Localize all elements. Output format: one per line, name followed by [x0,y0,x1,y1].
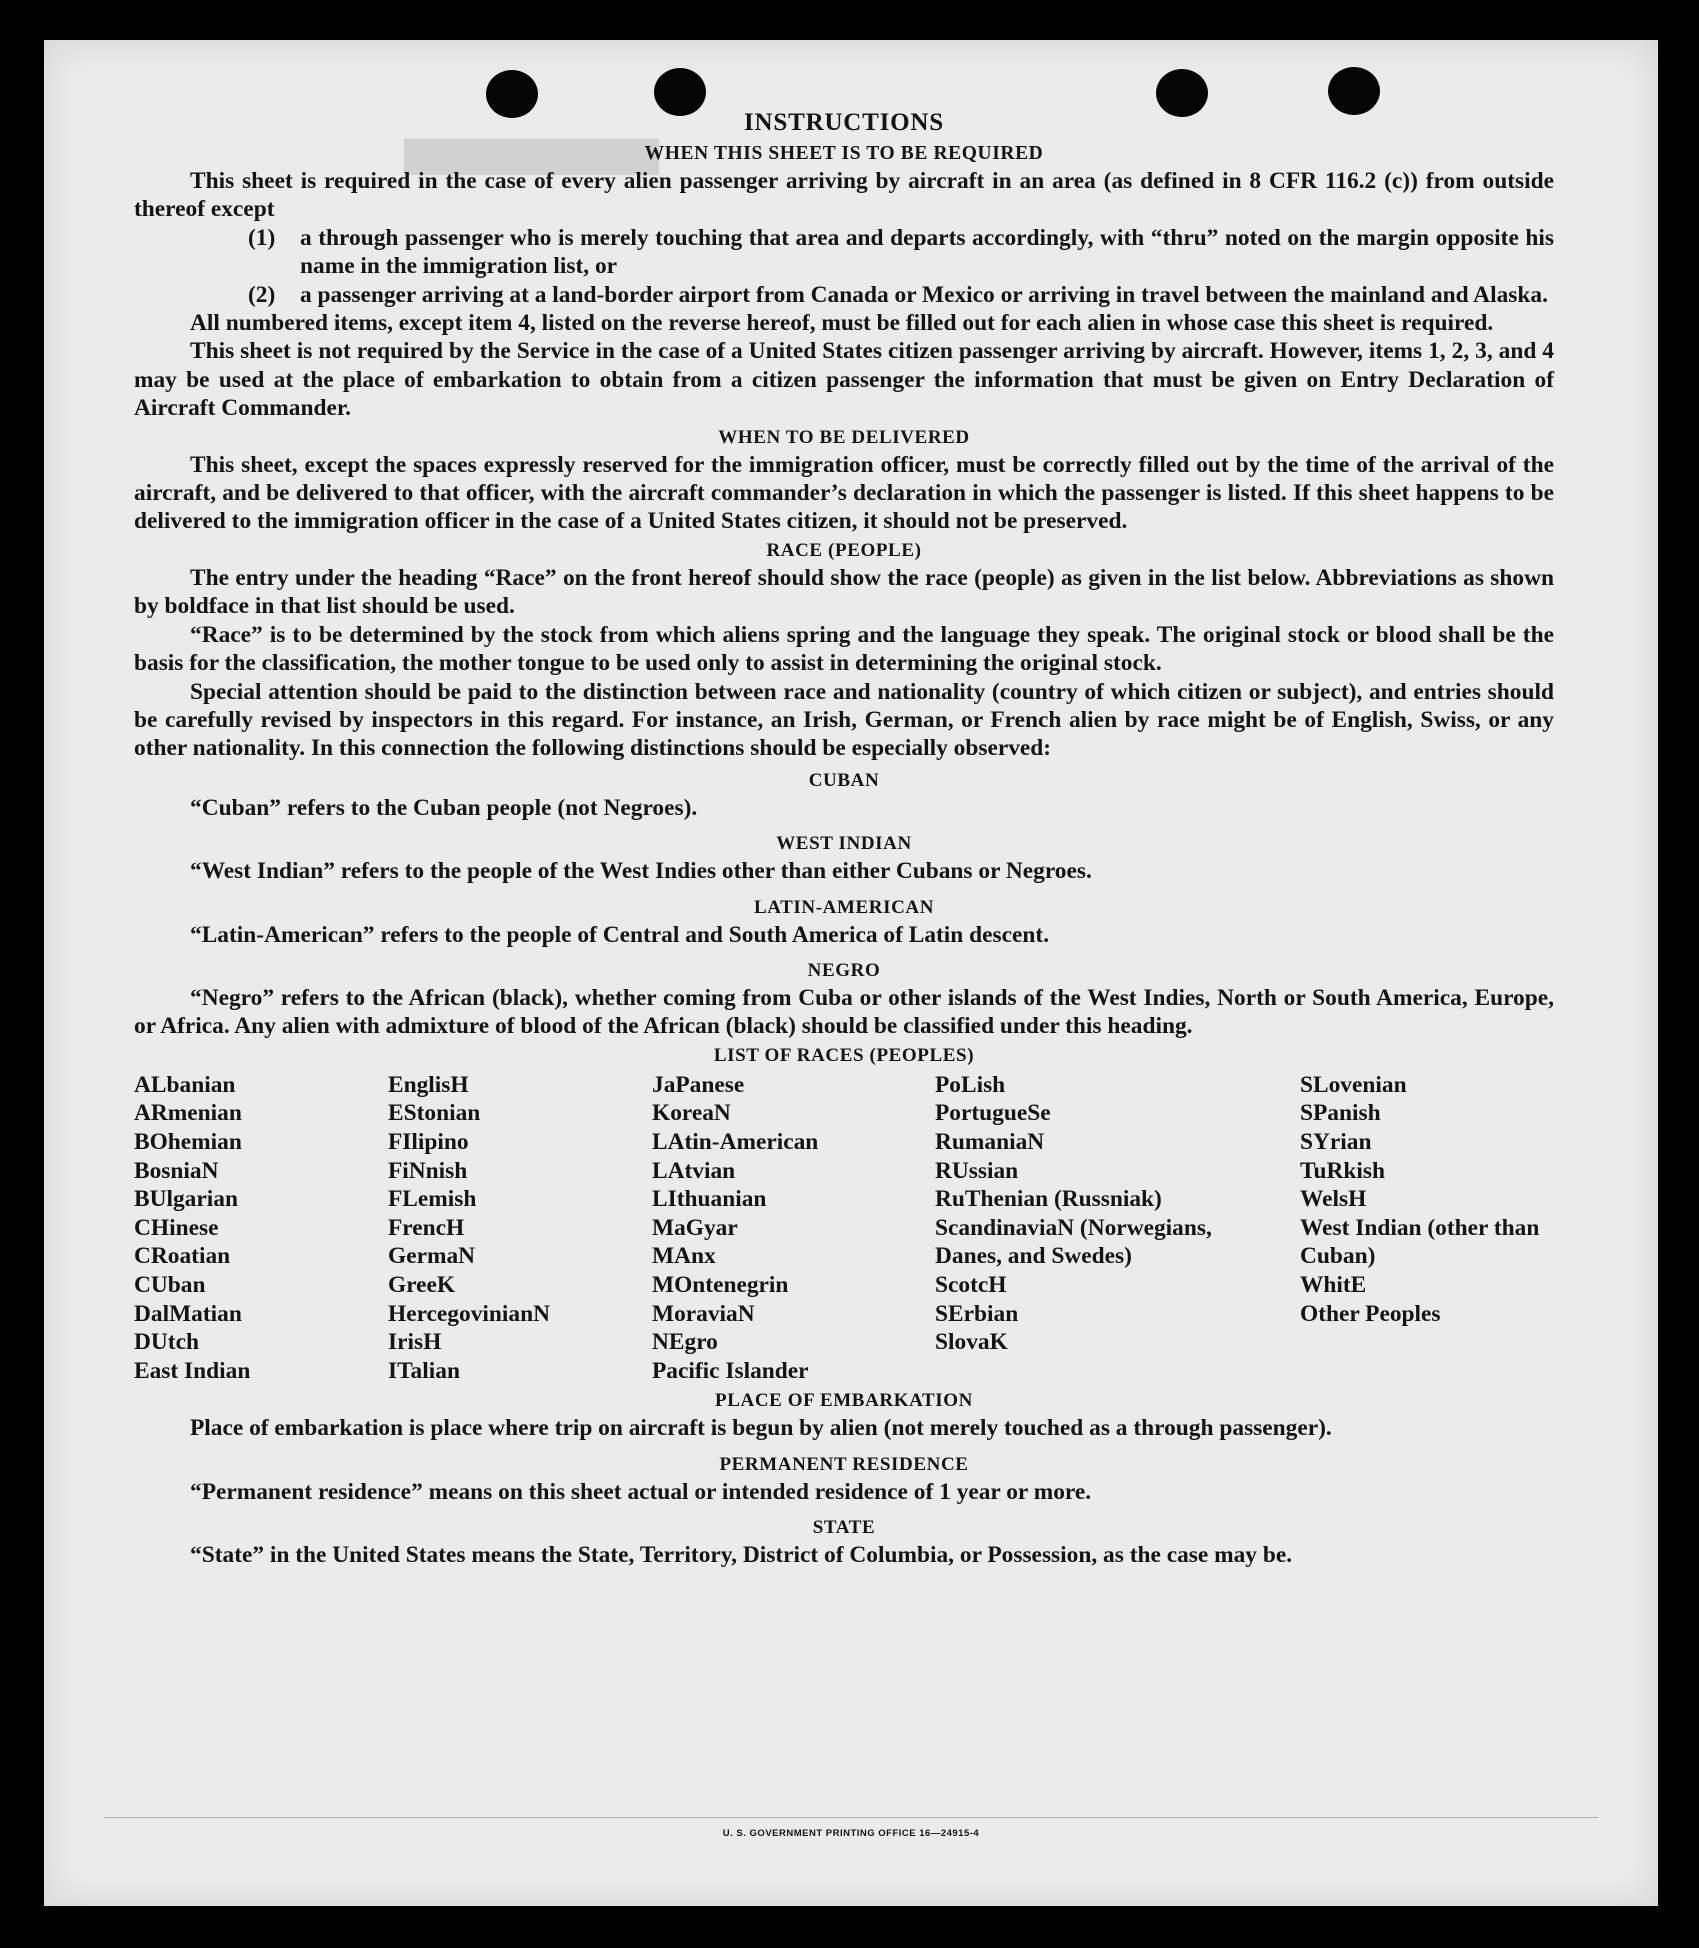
section-heading-permanent-residence: PERMANENT RESIDENCE [719,1453,969,1475]
place-of-embarkation-definition: Place of embarkation is place where trip on aircraft is begun by alien (not merely touched as a through passenger). [190,1415,1332,1442]
race-list-table [134,1071,1554,1386]
permanent-residence-definition: “Permanent residence” means on this sheet actual or intended residence of 1 year or more. [190,1478,1092,1505]
race-entry: IrisH [388,1329,442,1356]
race-entry: East Indian [134,1357,251,1384]
negro-definition: “Negro” refers to the African (black), whether coming from Cuba or other islands of the West Indies, North or South America, Europe, or Africa. Any alien with admixture of blood of the African (black) should be classified under this heading. [134,984,1554,1040]
race-entry: RumaniaN [935,1128,1045,1155]
bleed-through-shadow: ████████████ [404,140,660,173]
race-entry: MOntenegrin [652,1271,789,1298]
section-heading-race: RACE (PEOPLE) [766,539,922,561]
race-entry: BOhemian [134,1128,242,1155]
race-entry: BUlgarian [134,1186,238,1213]
race-entry: CUban [134,1271,206,1298]
instructions-content [134,106,1554,1570]
section-heading-list-of-races: LIST OF RACES (PEOPLES) [713,1044,975,1066]
race-entry: NEgro [652,1329,718,1356]
latin-american-definition: “Latin-American” refers to the people of Central and South America of Latin descent. [190,921,1050,948]
when-required-paragraph-2: All numbered items, except item 4, listed on the reverse hereof, must be filled out for each alien in whose case this sheet is required. [190,310,1494,337]
race-entry: FIlipino [388,1128,469,1155]
cuban-definition: “Cuban” refers to the Cuban people (not Negroes). [190,794,698,821]
race-entry: JaPanese [652,1071,745,1098]
race-paragraph-2: “Race” is to be determined by the stock from which aliens spring and the language they speak. The original stock or blood shall be the basis for the classification, the mother tongue to be used only to assist in determining the original stock. [134,621,1554,677]
race-entry: CRoatian [134,1243,231,1270]
race-entry: LAtin-American [652,1128,819,1155]
race-entry: SYrian [1300,1128,1372,1155]
race-entry: PoLish [935,1071,1006,1098]
section-heading-place-of-embarkation: PLACE OF EMBARKATION [715,1390,973,1412]
race-entry: ALbanian [134,1071,236,1098]
exception-item-text: a through passenger who is merely touching that area and departs accordingly, with “thru” noted on the margin opposite his name in the immigration list, or [300,224,1554,280]
race-entry: DUtch [134,1329,199,1356]
race-entry: HercegovinianN [388,1300,550,1327]
race-entry: FiNnish [388,1157,468,1184]
race-entry: WhitE [1300,1271,1367,1298]
race-entry: LIthuanian [652,1186,767,1213]
race-entry: MaGyar [652,1214,738,1241]
race-entry: KoreaN [652,1100,731,1127]
race-entry: FLemish [388,1186,477,1213]
race-entry: ScotcH [935,1271,1007,1298]
race-entry: FrencH [388,1214,465,1241]
race-list-column [935,1071,1300,1386]
page-title: INSTRUCTIONS [744,109,944,136]
when-delivered-paragraph: This sheet, except the spaces expressly reserved for the immigration officer, must be correctly filled out by the time of the arrival of the aircraft, and be delivered to that officer, with the aircraft commander’s declaration in which the passenger is listed. If this sheet happens to be delivered to the immigration officer in the case of a United States citizen, it should not be preserved. [134,451,1554,535]
section-heading-when-delivered: WHEN TO BE DELIVERED [718,426,970,448]
race-entry: MAnx [652,1243,716,1270]
race-entry: BosniaN [134,1157,219,1184]
race-entry: SErbian [935,1300,1019,1327]
when-required-intro: This sheet is required in the case of every alien passenger arriving by aircraft in an area (as defined in 8 CFR 116.2 (c)) from outside thereof except [134,168,1554,223]
race-list-column [388,1071,652,1386]
printing-office-line: U. S. GOVERNMENT PRINTING OFFICE 16—24915-4 [722,1828,980,1839]
race-paragraph-3: Special attention should be paid to the distinction between race and nationality (country of which citizen or subject), and entries should be carefully revised by inspectors in this regard. For instance, an Irish, German, or French alien by race might be of English, Swiss, or any other nationality. In this connection the following distinctions should be especially observed: [134,678,1554,762]
race-entry: Other Peoples [1300,1300,1441,1327]
exception-item-number: (1) [248,224,276,251]
west-indian-definition: “West Indian” refers to the people of the West Indies other than either Cubans or Negroes. [190,858,1092,885]
race-entry: CHinese [134,1214,219,1241]
race-paragraph-1: The entry under the heading “Race” on the front hereof should show the race (people) as given in the list below. Abbreviations as shown by boldface in that list should be used. [134,564,1554,620]
exception-item [248,281,1554,309]
race-entry: RuThenian (Russniak) [935,1186,1162,1213]
race-entry: Pacific Islander [652,1357,809,1384]
section-heading-negro: NEGRO [807,959,881,981]
race-entry: SLovenian [1300,1071,1407,1098]
race-entry: WelsH [1300,1186,1367,1213]
section-heading-when-required: WHEN THIS SHEET IS TO BE REQUIRED [644,143,1044,164]
section-heading-latin-american: LATIN-AMERICAN [753,896,935,918]
state-definition: “State” in the United States means the State, Territory, District of Columbia, or Possession, as the case may be. [190,1542,1293,1569]
race-entry: EnglisH [388,1071,469,1098]
race-entry: EStonian [388,1100,481,1127]
race-entry: GreeK [388,1271,456,1298]
race-entry: ITalian [388,1357,460,1384]
footer-rule [104,1817,1598,1818]
race-entry: ARmenian [134,1100,242,1127]
race-entry: ScandinaviaN (Norwegians, Danes, and Swedes) [935,1214,1212,1270]
race-entry: PortugueSe [935,1100,1051,1127]
race-entry: SlovaK [935,1329,1008,1356]
race-entry: TuRkish [1300,1157,1385,1184]
exception-item-text: a passenger arriving at a land-border airport from Canada or Mexico or arriving in travel between the mainland and Alaska. [300,281,1548,308]
race-entry: LAtvian [652,1157,736,1184]
when-required-paragraph-3: This sheet is not required by the Service in the case of a United States citizen passenger arriving by aircraft. However, items 1, 2, 3, and 4 may be used at the place of embarkation to obtain from a citizen passenger the information that must be given on Entry Declaration of Aircraft Commander. [134,338,1554,422]
race-entry: DalMatian [134,1300,242,1327]
exception-item-number: (2) [248,281,276,308]
exception-item [248,224,1554,281]
race-entry: RUssian [935,1157,1019,1184]
section-heading-west-indian: WEST INDIAN [776,833,912,855]
race-list-column [1300,1071,1554,1386]
race-list-column [134,1071,388,1386]
section-heading-state: STATE [812,1517,876,1539]
document-page [44,40,1658,1906]
race-entry: West Indian (other than Cuban) [1300,1214,1540,1270]
section-heading-cuban: CUBAN [808,769,880,791]
race-entry: SPanish [1300,1100,1381,1127]
race-entry: MoraviaN [652,1300,755,1327]
race-entry: GermaN [388,1243,476,1270]
race-list-column [652,1071,935,1386]
